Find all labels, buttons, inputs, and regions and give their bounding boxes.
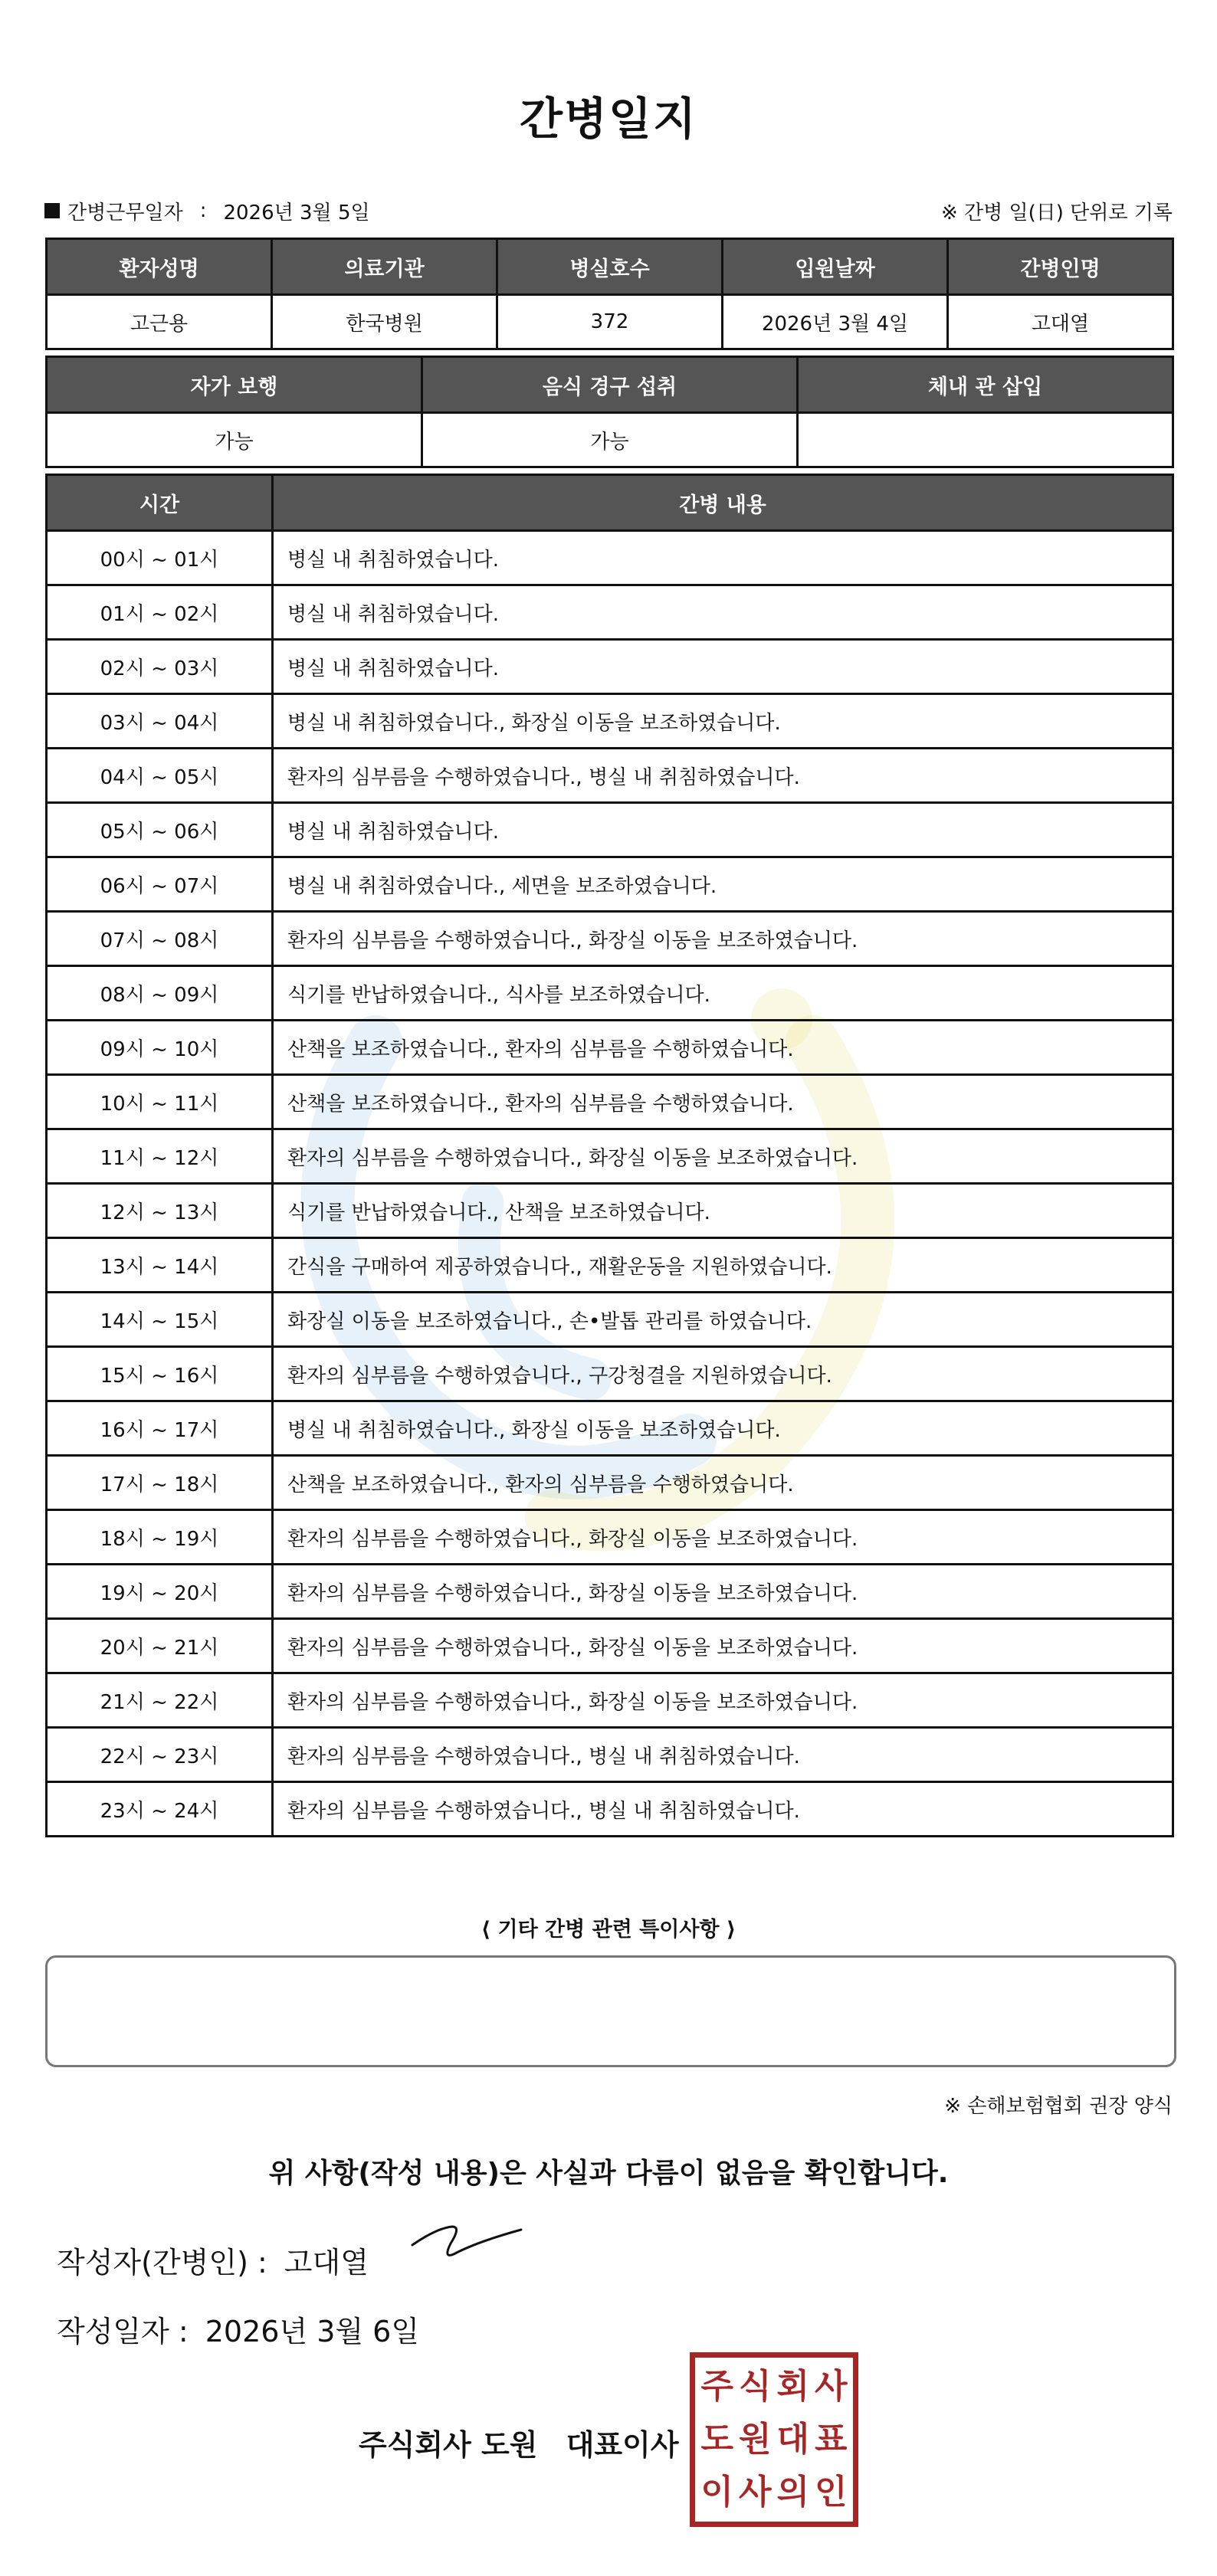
seal-character: 식 (738, 2367, 772, 2407)
table-row (47, 1129, 1173, 1184)
table-row (47, 1456, 1173, 1510)
value-room-number: 372 (497, 295, 723, 349)
header-time: 시간 (47, 475, 273, 531)
patient-info-table (45, 238, 1174, 350)
author-name: 고대열 (284, 2246, 369, 2279)
company-seal-stamp (690, 2352, 858, 2527)
write-date-value: 2026년 3월 6일 (205, 2315, 420, 2348)
log-time-cell: 23시 ~ 24시 (47, 1782, 273, 1837)
table-row (47, 1782, 1173, 1837)
work-date-separator: : (199, 199, 207, 222)
remarks-box (45, 1955, 1176, 2067)
table-row (47, 1510, 1173, 1565)
log-time-cell: 20시 ~ 21시 (47, 1619, 273, 1673)
log-content-cell: 환자의 심부름을 수행하였습니다., 화장실 이동을 보조하였습니다. (273, 1619, 1173, 1673)
seal-character: 사 (814, 2367, 848, 2407)
table-row (47, 1075, 1173, 1129)
care-log-table (45, 474, 1174, 1837)
header-hospital: 의료기관 (272, 239, 497, 295)
log-time-cell: 15시 ~ 16시 (47, 1347, 273, 1401)
table-row (47, 1184, 1173, 1238)
log-content-cell: 환자의 심부름을 수행하였습니다., 화장실 이동을 보조하였습니다. (273, 1673, 1173, 1728)
author-label: 작성자(간병인) : (57, 2246, 267, 2279)
log-time-cell: 06시 ~ 07시 (47, 857, 273, 912)
header-self-walking: 자가 보행 (47, 357, 422, 413)
log-time-cell: 21시 ~ 22시 (47, 1673, 273, 1728)
value-self-walking: 가능 (47, 413, 422, 467)
log-content-cell: 식기를 반납하였습니다., 산책을 보조하였습니다. (273, 1184, 1173, 1238)
log-time-cell: 05시 ~ 06시 (47, 803, 273, 857)
log-time-cell: 17시 ~ 18시 (47, 1456, 273, 1510)
seal-character: 사 (738, 2472, 772, 2512)
log-time-cell: 16시 ~ 17시 (47, 1401, 273, 1456)
log-content-cell: 병실 내 취침하였습니다. (273, 640, 1173, 694)
seal-character: 표 (814, 2419, 848, 2459)
company-name: 주식회사 도원 (359, 2428, 538, 2462)
log-time-cell: 07시 ~ 08시 (47, 912, 273, 966)
log-content-cell: 산책을 보조하였습니다., 환자의 심부름을 수행하였습니다. (273, 1456, 1173, 1510)
value-caregiver-name: 고대열 (948, 295, 1173, 349)
table-row (47, 1347, 1173, 1401)
log-content-cell: 식기를 반납하였습니다., 식사를 보조하였습니다. (273, 966, 1173, 1021)
table-row (47, 1021, 1173, 1075)
header-care-content: 간병 내용 (273, 475, 1173, 531)
seal-character: 대 (776, 2419, 809, 2459)
table-row (47, 1673, 1173, 1728)
patient-status-table (45, 356, 1174, 468)
header-oral-intake: 음식 경구 섭취 (422, 357, 798, 413)
company-role: 대표이사 (566, 2428, 679, 2462)
log-time-cell: 01시 ~ 02시 (47, 585, 273, 640)
log-time-cell: 14시 ~ 15시 (47, 1293, 273, 1347)
log-time-cell: 11시 ~ 12시 (47, 1129, 273, 1184)
confirmation-statement: 위 사항(작성 내용)은 사실과 다름이 없음을 확인합니다. (268, 2158, 949, 2189)
table-row (47, 749, 1173, 803)
log-content-cell: 환자의 심부름을 수행하였습니다., 병실 내 취침하였습니다. (273, 1782, 1173, 1837)
write-date-row (57, 2308, 419, 2350)
log-content-cell: 병실 내 취침하였습니다., 세면을 보조하였습니다. (273, 857, 1173, 912)
table-row (47, 531, 1173, 585)
seal-character: 인 (814, 2472, 848, 2512)
table-row (47, 857, 1173, 912)
log-time-cell: 13시 ~ 14시 (47, 1238, 273, 1293)
seal-character: 의 (776, 2472, 809, 2512)
table-row (47, 1619, 1173, 1673)
form-source-note: ※ 손해보험협회 권장 양식 (944, 2095, 1173, 2118)
value-oral-intake: 가능 (422, 413, 798, 467)
log-time-cell: 02시 ~ 03시 (47, 640, 273, 694)
author-row (57, 2239, 369, 2281)
work-date-label: 간병근무일자 (67, 201, 183, 224)
square-bullet-icon (44, 203, 60, 218)
work-date-value: 2026년 3월 5일 (223, 201, 370, 224)
header-admission-date: 입원날짜 (723, 239, 948, 295)
table-row (47, 694, 1173, 749)
record-unit-note: ※ 간병 일(日) 단위로 기록 (940, 201, 1173, 224)
log-time-cell: 22시 ~ 23시 (47, 1728, 273, 1782)
log-content-cell: 병실 내 취침하였습니다. (273, 803, 1173, 857)
seal-character: 원 (738, 2419, 772, 2459)
seal-character: 주 (700, 2367, 733, 2407)
log-content-cell: 병실 내 취침하였습니다. (273, 585, 1173, 640)
work-date-row (44, 195, 1173, 226)
log-time-cell: 09시 ~ 10시 (47, 1021, 273, 1075)
log-time-cell: 08시 ~ 09시 (47, 966, 273, 1021)
table-row (47, 912, 1173, 966)
log-content-cell: 환자의 심부름을 수행하였습니다., 화장실 이동을 보조하였습니다. (273, 1510, 1173, 1565)
table-row (47, 640, 1173, 694)
log-time-cell: 19시 ~ 20시 (47, 1565, 273, 1619)
log-time-cell: 04시 ~ 05시 (47, 749, 273, 803)
remarks-title: ⟨ 기타 간병 관련 특이사항 ⟩ (481, 1918, 736, 1942)
log-content-cell: 병실 내 취침하였습니다., 화장실 이동을 보조하였습니다. (273, 694, 1173, 749)
table-row (47, 1293, 1173, 1347)
value-patient-name: 고근용 (47, 295, 272, 349)
header-tube-insertion: 체내 관 삽입 (798, 357, 1173, 413)
company-signature-line (359, 2421, 679, 2463)
table-row (47, 966, 1173, 1021)
seal-character: 회 (776, 2367, 809, 2407)
handwritten-signature (406, 2214, 529, 2268)
log-content-cell: 산책을 보조하였습니다., 환자의 심부름을 수행하였습니다. (273, 1021, 1173, 1075)
header-patient-name: 환자성명 (47, 239, 272, 295)
log-content-cell: 환자의 심부름을 수행하였습니다., 화장실 이동을 보조하였습니다. (273, 1565, 1173, 1619)
table-row (47, 1728, 1173, 1782)
log-time-cell: 10시 ~ 11시 (47, 1075, 273, 1129)
log-content-cell: 병실 내 취침하였습니다., 화장실 이동을 보조하였습니다. (273, 1401, 1173, 1456)
table-row (47, 585, 1173, 640)
table-row (47, 1565, 1173, 1619)
header-caregiver-name: 간병인명 (948, 239, 1173, 295)
log-time-cell: 18시 ~ 19시 (47, 1510, 273, 1565)
log-content-cell: 간식을 구매하여 제공하였습니다., 재활운동을 지원하였습니다. (273, 1238, 1173, 1293)
log-content-cell: 산책을 보조하였습니다., 환자의 심부름을 수행하였습니다. (273, 1075, 1173, 1129)
page-title: 간병일지 (519, 93, 698, 145)
value-tube-insertion (798, 413, 1173, 467)
table-row (47, 1401, 1173, 1456)
log-content-cell: 화장실 이동을 보조하였습니다., 손•발톱 관리를 하였습니다. (273, 1293, 1173, 1347)
header-room-number: 병실호수 (497, 239, 723, 295)
table-row (47, 1238, 1173, 1293)
log-content-cell: 병실 내 취침하였습니다. (273, 531, 1173, 585)
value-admission-date: 2026년 3월 4일 (723, 295, 948, 349)
seal-character: 이 (700, 2472, 733, 2512)
log-content-cell: 환자의 심부름을 수행하였습니다., 병실 내 취침하였습니다. (273, 1728, 1173, 1782)
value-hospital: 한국병원 (272, 295, 497, 349)
table-row (47, 803, 1173, 857)
log-content-cell: 환자의 심부름을 수행하였습니다., 화장실 이동을 보조하였습니다. (273, 1129, 1173, 1184)
log-content-cell: 환자의 심부름을 수행하였습니다., 구강청결을 지원하였습니다. (273, 1347, 1173, 1401)
seal-character: 도 (700, 2419, 733, 2459)
write-date-label: 작성일자 : (57, 2315, 189, 2348)
log-time-cell: 00시 ~ 01시 (47, 531, 273, 585)
log-time-cell: 12시 ~ 13시 (47, 1184, 273, 1238)
log-content-cell: 환자의 심부름을 수행하였습니다., 병실 내 취침하였습니다. (273, 749, 1173, 803)
log-content-cell: 환자의 심부름을 수행하였습니다., 화장실 이동을 보조하였습니다. (273, 912, 1173, 966)
log-time-cell: 03시 ~ 04시 (47, 694, 273, 749)
